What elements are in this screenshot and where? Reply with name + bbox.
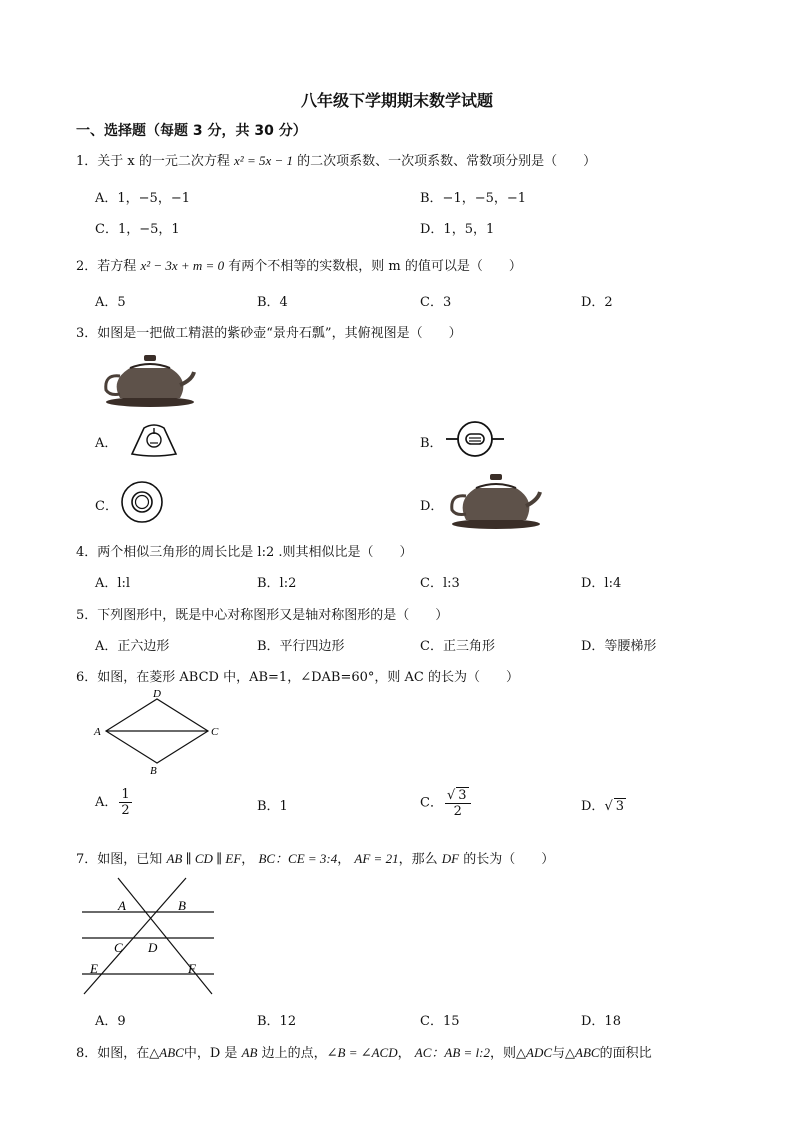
denominator: 2 — [453, 804, 462, 819]
radicand: 3 — [615, 799, 625, 814]
question-text: ，那么 — [398, 852, 438, 867]
option-b[interactable]: B．12 — [257, 1014, 297, 1029]
triangle-abc: △ABC — [149, 1045, 184, 1060]
question-5 — [76, 604, 448, 623]
question-7 — [76, 848, 554, 867]
fraction — [119, 787, 131, 818]
option-c[interactable]: C．3 — [420, 295, 452, 310]
option-a[interactable]: A．l:l — [95, 576, 131, 591]
label-f: F — [188, 961, 196, 976]
fraction — [445, 787, 471, 819]
numerator: 1 — [121, 787, 130, 802]
parallel-lines-figure — [80, 876, 220, 998]
question-number: 1． — [76, 154, 98, 169]
option-c[interactable]: C．l:3 — [420, 576, 460, 591]
af-statement: AF = 21 — [354, 851, 399, 866]
label-c: C — [211, 726, 219, 738]
question-number: 4． — [76, 545, 98, 560]
teapot-image — [100, 350, 195, 410]
question-text: 与 — [552, 1046, 566, 1061]
segment-ab: AB — [241, 1045, 258, 1060]
question-text: 的二次项系数、一次项系数、常数项分别是（ ） — [297, 154, 597, 169]
label-e: E — [90, 961, 98, 976]
question-text: 两个相似三角形的周长比是 l:2 .则其相似比是（ ） — [97, 545, 413, 560]
option-a-figure — [126, 420, 182, 458]
option-a[interactable]: A． — [95, 436, 118, 451]
question-8 — [76, 1042, 652, 1061]
option-d[interactable]: D．2 — [581, 295, 613, 310]
option-label: D． — [581, 799, 605, 814]
question-text: 的长为（ ） — [463, 852, 555, 867]
separator: ， — [397, 1046, 411, 1061]
option-d[interactable]: D．l:4 — [581, 576, 622, 591]
question-text: 若方程 — [97, 259, 137, 274]
radicand: 3 — [458, 788, 467, 803]
label-a: A — [94, 726, 101, 738]
question-text: 边上的点， — [261, 1046, 327, 1061]
question-number: 8． — [76, 1046, 98, 1061]
question-1 — [76, 150, 596, 169]
question-number: 2． — [76, 259, 98, 274]
question-text: ，则 — [489, 1046, 516, 1061]
option-c-figure — [120, 480, 164, 524]
option-d[interactable]: D．18 — [581, 1014, 621, 1029]
label-b: B — [150, 765, 157, 777]
question-2 — [76, 255, 522, 274]
question-number: 3． — [76, 326, 98, 341]
equation: x² = 5x − 1 — [234, 153, 294, 168]
option-b[interactable]: B．l:2 — [257, 576, 297, 591]
separator: ， — [241, 852, 255, 867]
option-c[interactable]: C． — [95, 499, 118, 514]
label-a: A — [118, 898, 126, 913]
section-heading: 一、选择题（每题 3 分，共 30 分） — [76, 123, 307, 139]
denominator: 2 — [121, 803, 130, 818]
option-a[interactable]: A．正六边形 — [95, 639, 170, 654]
angle-statement: ∠B = ∠ACD — [326, 1045, 398, 1060]
ratio-statement: BC：CE = 3:4 — [258, 851, 338, 866]
option-a[interactable]: A．5 — [95, 295, 126, 310]
question-text: 如图，已知 — [97, 852, 163, 867]
option-b[interactable]: B．−1，−5，−1 — [420, 191, 527, 206]
label-c: C — [114, 940, 123, 955]
numerator: √ 3 — [445, 787, 471, 804]
question-text: 如图，在菱形 ABCD 中，AB=1，∠DAB=60°，则 AC 的长为（ ） — [97, 670, 519, 685]
df-segment: DF — [441, 851, 460, 866]
question-text: 中，D 是 — [183, 1046, 238, 1061]
option-c[interactable]: C．15 — [420, 1014, 460, 1029]
label-d: D — [153, 688, 161, 700]
option-d-figure — [444, 468, 542, 532]
question-text: 有两个不相等的实数根，则 m 的值可以是（ ） — [228, 259, 522, 274]
triangle-abc: △ABC — [565, 1045, 600, 1060]
option-a[interactable] — [95, 787, 134, 818]
separator: ， — [337, 852, 351, 867]
equation: x² − 3x + m = 0 — [140, 258, 225, 273]
option-a[interactable]: A．1，−5，−1 — [95, 191, 190, 206]
option-d[interactable]: D．1，5，1 — [420, 222, 495, 237]
question-text: 如图是一把做工精湛的紫砂壶“景舟石瓢”，其俯视图是（ ） — [97, 326, 462, 341]
question-4 — [76, 541, 413, 560]
question-text: 如图，在 — [97, 1046, 150, 1061]
question-text: 关于 x 的一元二次方程 — [97, 154, 230, 169]
label-b: B — [178, 898, 186, 913]
triangle-adc: △ADC — [516, 1045, 552, 1060]
option-d[interactable]: D．等腰梯形 — [581, 639, 657, 654]
question-6 — [76, 666, 519, 685]
option-label: C． — [420, 795, 443, 811]
ratio-statement: AC：AB = l:2 — [414, 1045, 490, 1060]
option-b[interactable]: B．平行四边形 — [257, 639, 345, 654]
page-title: 八年级下学期期末数学试题 — [300, 91, 493, 110]
option-a[interactable]: A．9 — [95, 1014, 126, 1029]
option-label: A． — [95, 795, 118, 810]
rhombus-figure — [90, 686, 230, 778]
question-number: 7． — [76, 852, 98, 867]
parallel-statement: AB ∥ CD ∥ EF — [166, 851, 242, 866]
option-c[interactable] — [420, 787, 473, 819]
question-text: 下列图形中，既是中心对称图形又是轴对称图形的是（ ） — [97, 608, 449, 623]
question-number: 5． — [76, 608, 98, 623]
option-d[interactable]: D． — [420, 499, 444, 514]
option-d[interactable]: D．√ 3 — [581, 799, 625, 814]
option-b-figure — [444, 418, 506, 460]
option-b[interactable]: B． — [420, 436, 443, 451]
option-b[interactable]: B．4 — [257, 295, 288, 310]
option-c[interactable]: C．正三角形 — [420, 639, 495, 654]
option-c[interactable]: C．1，−5，1 — [95, 222, 180, 237]
option-b[interactable]: B．1 — [257, 799, 288, 814]
question-text: 的面积比 — [599, 1046, 652, 1061]
label-d: D — [148, 940, 158, 955]
question-3 — [76, 322, 462, 341]
question-number: 6． — [76, 670, 98, 685]
